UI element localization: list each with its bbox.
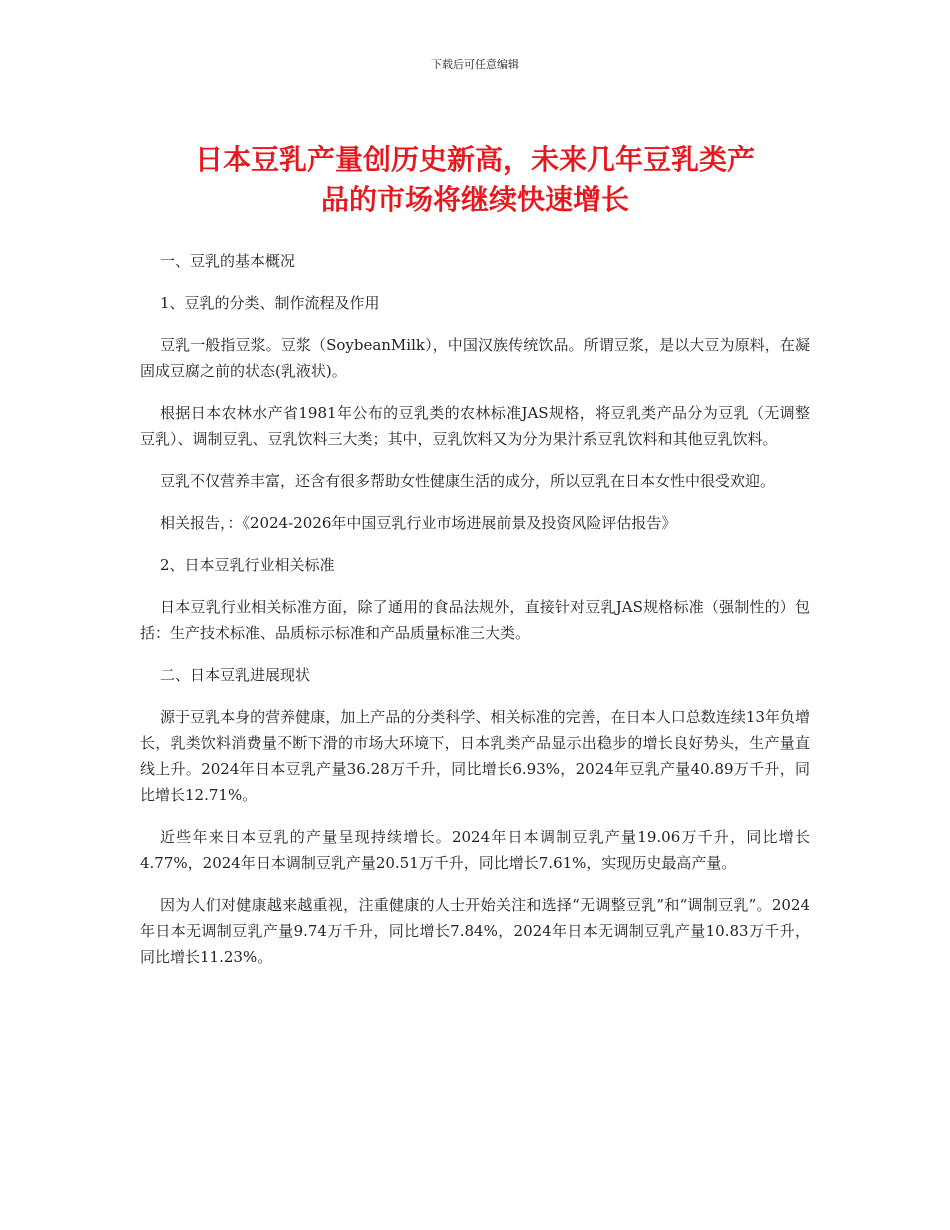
paragraph-soymilk-definition: 豆乳一般指豆浆。豆浆（SoybeanMilk），中国汉族传统饮品。所谓豆浆，是以大豆为原料，在凝固成豆腐之前的状态(乳液状)。 [140, 336, 810, 380]
title-line-1: 日本豆乳产量创历史新高，未来几年豆乳类产 [194, 143, 755, 176]
page-header-note: 下载后可任意编辑 [431, 58, 519, 71]
subsection-heading-standards: 2、日本豆乳行业相关标准 [160, 556, 335, 574]
paragraph-production-growth: 源于豆乳本身的营养健康，加上产品的分类科学、相关标准的完善，在日本人口总数连续13年负增长，乳类饮料消费量不断下滑的市场大环境下，日本乳类产品显示出稳步的增长良好势头，生产量直线上升。2024年日本豆乳产量36.28万千升，同比增长6.93%，2024年豆乳产量40.89万千升，同比增长12.71%。 [140, 708, 810, 804]
title-line-2: 品的市场将继续快速增长 [320, 183, 629, 216]
section-heading-status: 二、日本豆乳进展现状 [160, 666, 311, 684]
document-body [140, 248, 810, 986]
paragraph-jas-classification: 根据日本农林水产省1981年公布的豆乳类的农林标准JAS规格，将豆乳类产品分为豆乳（无调整豆乳）、调制豆乳、豆乳饮料三大类；其中，豆乳饮料又为分为果汁系豆乳饮料和其他豆乳饮料。 [140, 404, 810, 448]
paragraph-modified-soymilk: 近些年来日本豆乳的产量呈现持续增长。2024年日本调制豆乳产量19.06万千升，同比增长4.77%，2024年日本调制豆乳产量20.51万千升，同比增长7.61%，实现历史最高产量。 [140, 828, 810, 872]
paragraph-nutrition: 豆乳不仅营养丰富，还含有很多帮助女性健康生活的成分，所以豆乳在日本女性中很受欢迎。 [160, 472, 776, 490]
subsection-heading-classification: 1、豆乳的分类、制作流程及作用 [160, 294, 380, 312]
section-heading-overview: 一、豆乳的基本概况 [160, 252, 296, 270]
paragraph-related-report: 相关报告，：《2024-2026年中国豆乳行业市场进展前景及投资风险评估报告》 [160, 514, 677, 532]
document-title [150, 140, 800, 220]
paragraph-standards: 日本豆乳行业相关标准方面，除了通用的食品法规外，直接针对豆乳JAS规格标准（强制性的）包括：生产技术标准、品质标示标准和产品质量标准三大类。 [140, 598, 810, 642]
paragraph-unmodified-soymilk: 因为人们对健康越来越重视，注重健康的人士开始关注和选择“无调整豆乳”和“调制豆乳”。2024年日本无调制豆乳产量9.74万千升，同比增长7.84%，2024年日本无调制豆乳产量10.83万千升，同比增长11.23%。 [140, 896, 810, 966]
